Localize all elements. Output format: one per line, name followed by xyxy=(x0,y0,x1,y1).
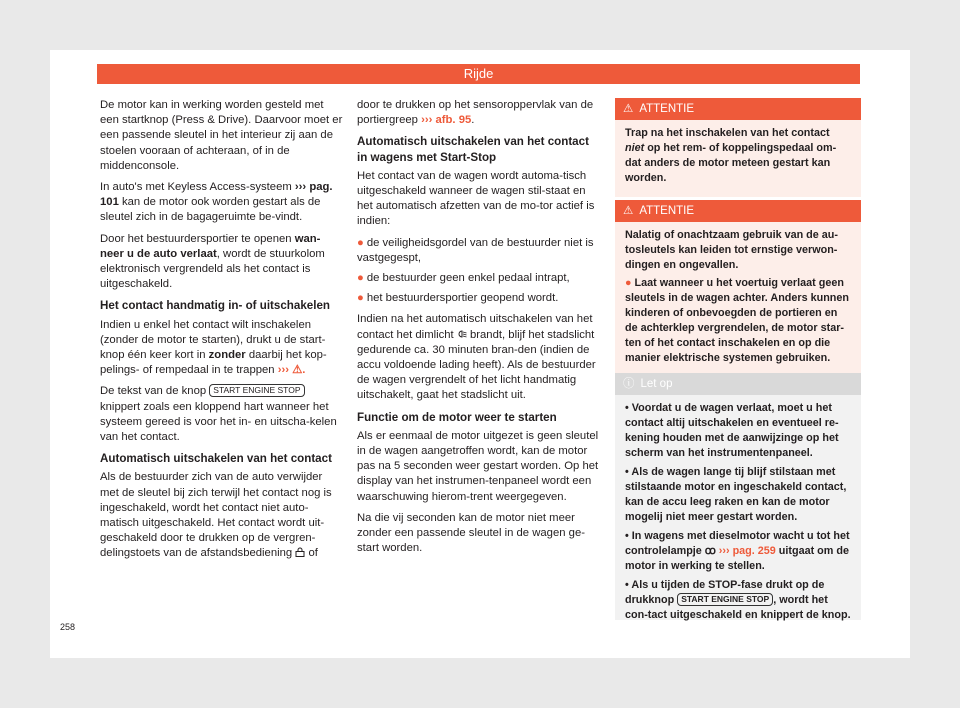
list-item: ● de bestuurder geen enkel pedaal intrapt, xyxy=(357,272,570,285)
subheading: Het contact handmatig in- of uitschakelen xyxy=(100,299,330,313)
paragraph: ● Laat wanneer u het voertuig verlaat geen sleutels in de wagen achter. Anders kunnen kinderen of onbevoegden de portieren en de achterklep vergrendelen, de motor star-ten of het contact inschakelen en op die manier elektrische systemen gebruiken. xyxy=(625,277,849,364)
warning-reference[interactable]: ››› ⚠. xyxy=(277,364,306,377)
figure-reference[interactable]: ››› afb. 95 xyxy=(421,114,472,127)
subheading: Automatisch uitschakelen van het contact xyxy=(100,452,332,466)
column-left xyxy=(100,98,344,568)
paragraph: De tekst van de knop START ENGINE STOP knippert zoals een kloppend hart wanneer het systeem gereed is voor het in- en uitscha-kelen van het contact. xyxy=(100,385,337,444)
paragraph: Door het bestuurdersportier te openen wan-neer u de auto verlaat, wordt de stuurkolom elektronisch vergrendeld als het contact is uitgeschakeld. xyxy=(100,232,325,291)
section-header: Rijde xyxy=(97,64,860,84)
info-icon: ⓘ xyxy=(623,378,635,390)
warning-header: ⚠ ATTENTIE xyxy=(615,200,861,222)
paragraph: De motor kan in werking worden gesteld met een startknop (Press & Drive). Daarvoor moet er een passende sleutel in het interieur zij aan de stoelen vooraan of achteraan, of in de middenconsole. xyxy=(100,99,343,172)
subheading: Functie om de motor weer te starten xyxy=(357,410,557,424)
column-middle xyxy=(357,98,601,562)
warning-icon: ⚠ xyxy=(623,205,634,217)
glow-plug-icon: ꝏ xyxy=(704,545,716,557)
list-item: • In wagens met dieselmotor wacht u tot het controlelampje ꝏ ››› pag. 259 uitgaat om de motor in werking te stellen. xyxy=(625,530,850,572)
list-item: ● het bestuurdersportier geopend wordt. xyxy=(357,292,559,305)
warning-box xyxy=(615,200,861,377)
list-item: • Als u tijden de STOP-fase drukt op de drukknop START ENGINE STOP , wordt het con-tact uitgeschakeld en knippert de knop. xyxy=(625,579,851,621)
warning-header: ⚠ ATTENTIE xyxy=(615,98,861,120)
paragraph: Als de bestuurder zich van de auto verwijder met de sleutel bij zich terwijl het contact nog is ingeschakeld, wordt het contact niet auto-matisch uitgeschakeld. Het contact wordt uit-geschakeld door te drukken op de vergren-delingstoets van de afstandsbediening of xyxy=(100,471,332,560)
warning-box: ⚠ ATTENTIE Trap na het inschakelen van het contact niet op het rem- of koppelingspedaal om-dat anders de motor meteen gestart kan worden. xyxy=(615,98,861,197)
paragraph: In auto's met Keyless Access-systeem ››› pag. 101 kan de motor ook worden gestart als de sleutel zich in de bagageruimte be-vindt. xyxy=(100,181,333,224)
list-item: • Voordat u de wagen verlaat, moet u het contact altij uitschakelen en eventueel re-kening houden met de aanwijzinge op het scherm van het instrumentenpaneel. xyxy=(625,402,839,459)
paragraph: Als er eenmaal de motor uitgezet is geen sleutel in de wagen aangetroffen wordt, kan de motor pas na 5 seconden weer gestart worden. Op het display van het instrumen-tenpaneel wordt een waarschuwing hierom-trent weergegeven. xyxy=(357,429,599,503)
note-header: ⓘ Let op xyxy=(615,373,861,395)
list-item: • Als de wagen lange tij blijf stilstaan met stilstaande motor en ingeschakeld contact, kan de accu leeg raken en kan de motor mogelij niet meer gestart worden. xyxy=(625,466,847,523)
warning-icon: ⚠ xyxy=(623,103,634,115)
paragraph: Nalatig of onachtzaam gebruik van de au-tosleutels kan leiden tot ernstige verwon-dingen en ongevallen. xyxy=(625,229,838,271)
low-beam-icon xyxy=(457,329,467,339)
start-engine-stop-key: START ENGINE STOP xyxy=(677,593,773,606)
page-reference[interactable]: ››› pag. 259 xyxy=(718,545,776,557)
paragraph: Indien na het automatisch uitschakelen van het contact het dimlicht brandt, blijf het stadslicht gedurende ca. 30 minuten bran-den (indien de accu voldoende lading heeft). Als de bestuurder de wagen vergrendelt of het licht handmatig uitschakelt, gaat het stadslicht uit. xyxy=(357,313,596,402)
paragraph: Indien u enkel het contact wilt inschakelen (zonder de motor te starten), drukt u de start-knop één keer kort in zonder daarbij het kop-pelings- of rempedaal in te trappen ››› ⚠. xyxy=(100,318,327,377)
bullet-list xyxy=(357,236,601,307)
lock-icon xyxy=(295,547,305,557)
page-number: 258 xyxy=(60,622,76,632)
start-engine-stop-key: START ENGINE STOP xyxy=(209,384,304,397)
subheading: Automatisch uitschakelen van het contact in wagens met Start-Stop xyxy=(357,135,589,164)
note-box xyxy=(615,373,861,620)
paragraph: Na die vij seconden kan de motor niet meer zonder een passende sleutel in de wagen ge-start worden. xyxy=(357,511,585,555)
paragraph: door te drukken op het sensoroppervlak van de portiergreep ››› afb. 95. xyxy=(357,99,594,127)
page-reference[interactable]: ››› pag. 101 xyxy=(100,181,333,209)
paragraph: Het contact van de wagen wordt automa-tisch uitgeschakeld wanneer de wagen stil-staat en het automatisch afzetten van de mo-tor actief is indien: xyxy=(357,169,595,228)
list-item: ● de veiligheidsgordel van de bestuurder niet is vastgegespt, xyxy=(357,236,594,264)
